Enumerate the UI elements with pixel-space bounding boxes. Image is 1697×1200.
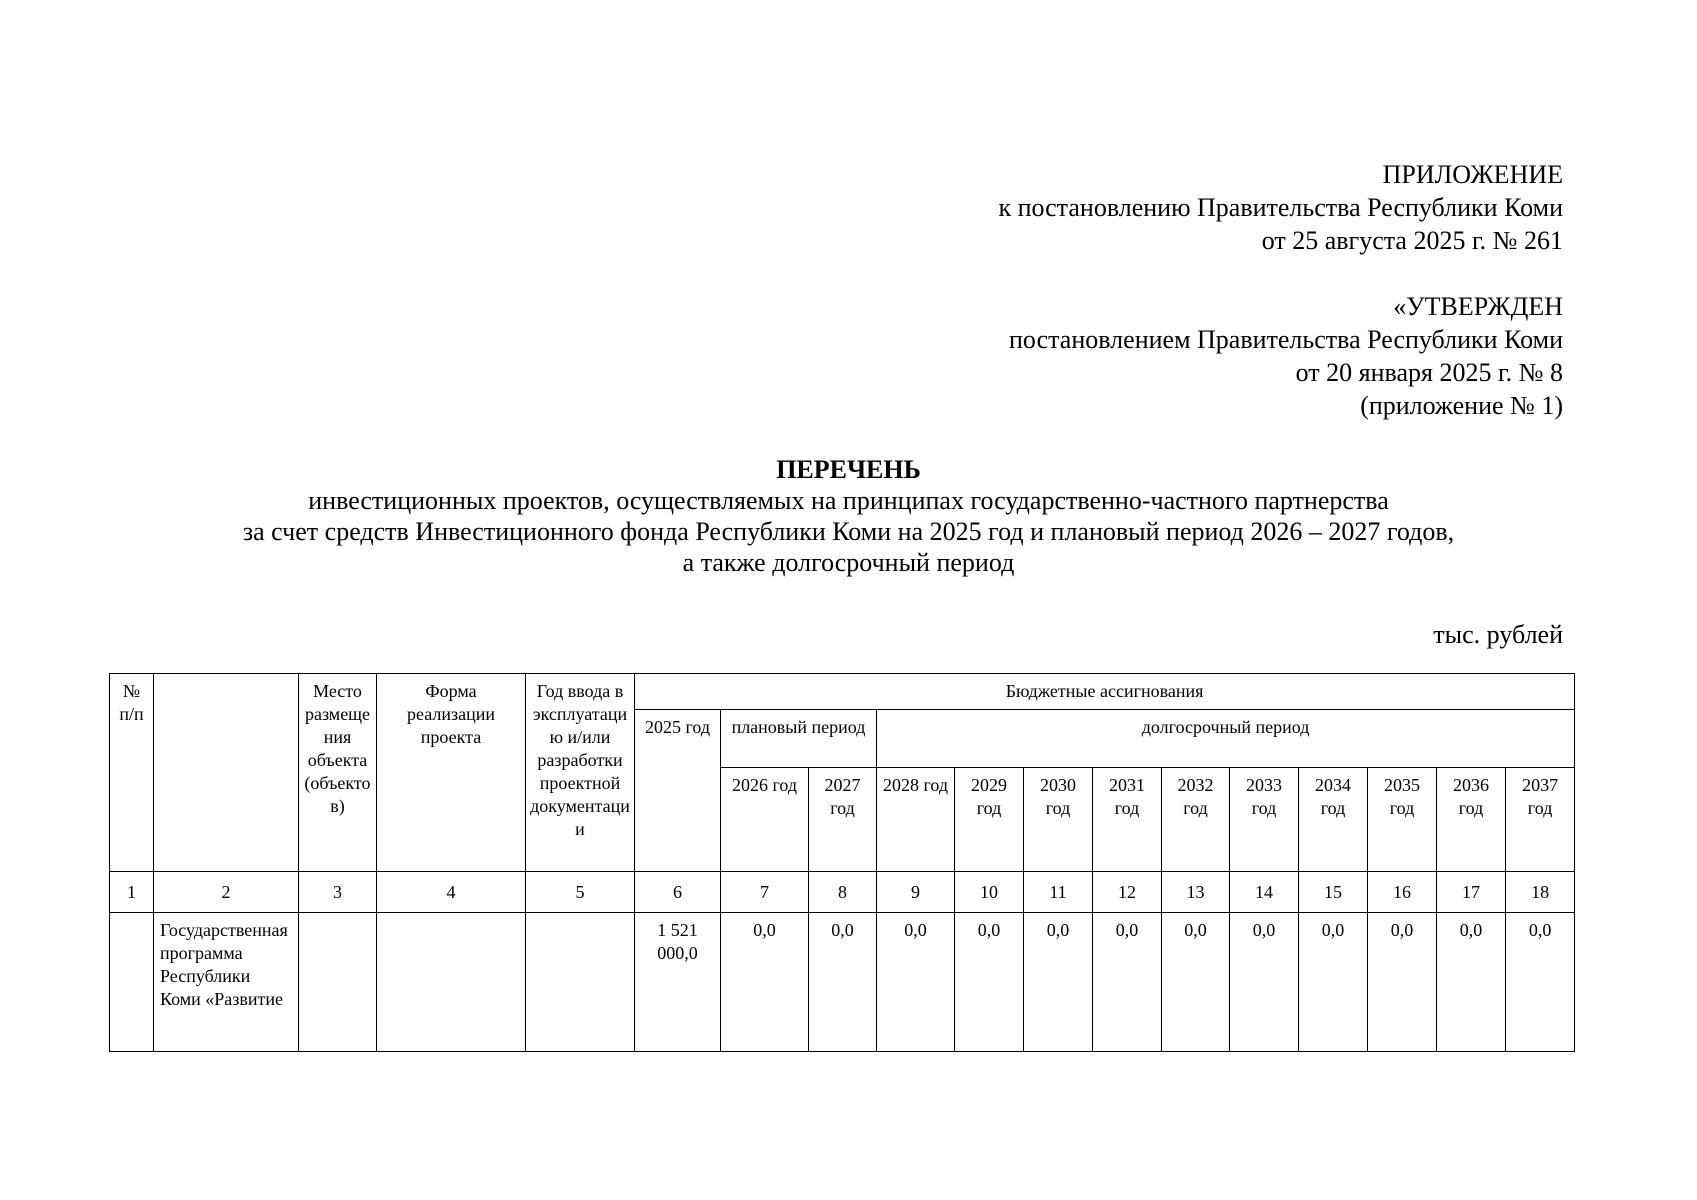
table-row <box>110 913 1575 1052</box>
annex-label: ПРИЛОЖЕНИЕ <box>1382 160 1563 189</box>
row-value-2032: 0,0 <box>1162 913 1230 1052</box>
header-planned-period: плановый период <box>721 710 877 768</box>
row-program-name: Государственная программа Республики Коми «Развитие <box>154 913 299 1052</box>
row-value-2029: 0,0 <box>955 913 1024 1052</box>
column-number: 13 <box>1162 872 1230 913</box>
approved-annex: (приложение № 1) <box>1360 391 1563 420</box>
header-year-commission: Год ввода в эксплуатацию и/или разработки проектной документации <box>526 674 635 872</box>
column-number: 8 <box>809 872 877 913</box>
column-number: 18 <box>1506 872 1575 913</box>
row-value-2036: 0,0 <box>1437 913 1506 1052</box>
header-location: Место размещения объекта (объектов) <box>299 674 377 872</box>
column-number: 4 <box>377 872 526 913</box>
row-value-2025: 1 521 000,0 <box>635 913 721 1052</box>
column-number: 5 <box>526 872 635 913</box>
header-2035: 2035 год <box>1368 768 1437 872</box>
column-number: 17 <box>1437 872 1506 913</box>
header-budget: Бюджетные ассигнования <box>635 674 1575 710</box>
header-2031: 2031 год <box>1093 768 1162 872</box>
budget-table <box>109 673 1575 1052</box>
row-num <box>110 913 154 1052</box>
annex-date: от 25 августа 2025 г. № 261 <box>1261 226 1563 255</box>
header-2032: 2032 год <box>1162 768 1230 872</box>
row-value-2037: 0,0 <box>1506 913 1575 1052</box>
row-value-2026: 0,0 <box>721 913 809 1052</box>
header-row-1 <box>110 674 1575 710</box>
approved-by: постановлением Правительства Республики Коми <box>1009 325 1563 354</box>
header-long-term-period: долгосрочный период <box>877 710 1575 768</box>
document-title: ПЕРЕЧЕНЬ <box>776 455 921 484</box>
column-number: 10 <box>955 872 1024 913</box>
row-value-2028: 0,0 <box>877 913 955 1052</box>
header-num: № п/п <box>110 674 154 872</box>
approval-header <box>1009 290 1563 422</box>
column-number: 9 <box>877 872 955 913</box>
column-number: 12 <box>1093 872 1162 913</box>
header-2034: 2034 год <box>1299 768 1368 872</box>
column-number: 11 <box>1024 872 1093 913</box>
row-value-2030: 0,0 <box>1024 913 1093 1052</box>
units-label: тыс. рублей <box>1433 620 1563 649</box>
header-2030: 2030 год <box>1024 768 1093 872</box>
header-2029: 2029 год <box>955 768 1024 872</box>
document-title-block <box>0 454 1697 578</box>
row-value-2031: 0,0 <box>1093 913 1162 1052</box>
row-value-2027: 0,0 <box>809 913 877 1052</box>
column-number: 2 <box>154 872 299 913</box>
column-numbers-row <box>110 872 1575 913</box>
document-subtitle-line2: за счет средств Инвестиционного фонда Республики Коми на 2025 год и плановый период 2026 – 2027 годов, <box>242 517 1455 546</box>
approved-date: от 20 января 2025 г. № 8 <box>1295 358 1563 387</box>
annex-to: к постановлению Правительства Республики Коми <box>998 193 1563 222</box>
row-value-2035: 0,0 <box>1368 913 1437 1052</box>
row-value-2033: 0,0 <box>1230 913 1299 1052</box>
column-number: 7 <box>721 872 809 913</box>
document-subtitle-line1: инвестиционных проектов, осуществляемых на принципах государственно-частного партнерства <box>308 486 1389 515</box>
annex-header <box>998 158 1563 257</box>
row-form <box>377 913 526 1052</box>
row-location <box>299 913 377 1052</box>
column-number: 14 <box>1230 872 1299 913</box>
header-2036: 2036 год <box>1437 768 1506 872</box>
header-form: Форма реализации проекта <box>377 674 526 872</box>
column-number: 6 <box>635 872 721 913</box>
document-subtitle-line3: а также долгосрочный период <box>682 548 1015 577</box>
header-2027: 2027 год <box>809 768 877 872</box>
header-2028: 2028 год <box>877 768 955 872</box>
row-value-2034: 0,0 <box>1299 913 1368 1052</box>
header-2037: 2037 год <box>1506 768 1575 872</box>
row-year <box>526 913 635 1052</box>
header-2033: 2033 год <box>1230 768 1299 872</box>
column-number: 1 <box>110 872 154 913</box>
column-number: 3 <box>299 872 377 913</box>
header-2025: 2025 год <box>635 710 721 872</box>
header-name <box>154 674 299 872</box>
header-2026: 2026 год <box>721 768 809 872</box>
column-number: 15 <box>1299 872 1368 913</box>
approved-label: «УТВЕРЖДЕН <box>1393 292 1563 321</box>
column-number: 16 <box>1368 872 1437 913</box>
